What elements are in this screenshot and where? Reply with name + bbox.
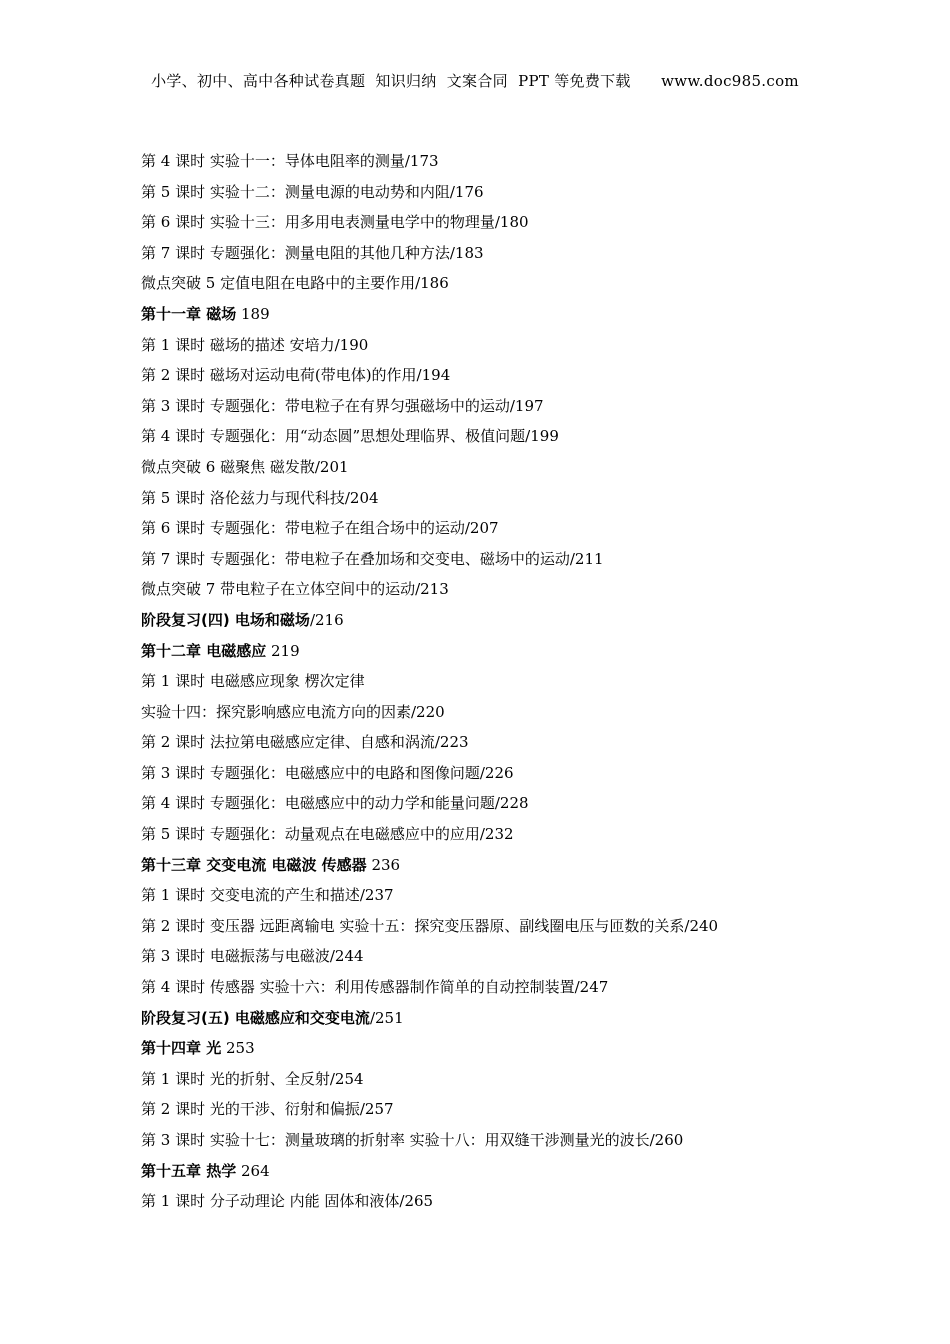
toc-entry <box>141 666 841 697</box>
toc-entry-title: 第十五章 热学 <box>141 1161 237 1180</box>
toc-entry-title: 第 2 课时 磁场对运动电荷(带电体)的作用/194 <box>141 366 451 385</box>
toc-page-number: 236 <box>366 855 401 874</box>
toc-entry <box>141 1094 841 1125</box>
toc-entry-title: 第 2 课时 变压器 远距离输电 实验十五：探究变压器原、副线圈电压与匝数的关系/240 <box>141 916 719 935</box>
toc-entry <box>141 330 841 361</box>
toc-entry <box>141 788 841 819</box>
toc-entry-title: 第 5 课时 专题强化：动量观点在电磁感应中的应用/232 <box>141 825 514 844</box>
toc-entry <box>141 819 841 850</box>
toc-entry-title: 第 4 课时 专题强化：电磁感应中的动力学和能量问题/228 <box>141 794 529 813</box>
toc-chapter-heading <box>141 636 841 667</box>
toc-entry <box>141 238 841 269</box>
toc-entry-title: 第 5 课时 实验十二：测量电源的电动势和内阻/176 <box>141 182 484 201</box>
page-header: 小学、初中、高中各种试卷真题 知识归纳 文案合同 PPT 等免费下载 www.doc985.com <box>151 72 799 90</box>
toc-entry-title: 微点突破 6 磁聚焦 磁发散/201 <box>141 457 349 476</box>
toc-entry <box>141 758 841 789</box>
toc-entry-title: 微点突破 5 定值电阻在电路中的主要作用/186 <box>141 274 449 293</box>
toc-entry-title: 第十四章 光 <box>141 1039 222 1058</box>
toc-entry-title: 第 3 课时 电磁振荡与电磁波/244 <box>141 947 364 966</box>
toc-entry-title: 第十二章 电磁感应 <box>141 641 267 660</box>
toc-entry-title: 第十一章 磁场 <box>141 304 237 323</box>
toc-entry <box>141 727 841 758</box>
toc-page-number: 253 <box>221 1039 255 1058</box>
toc-entry <box>141 268 841 299</box>
toc-entry <box>141 177 841 208</box>
toc-entry <box>141 1064 841 1095</box>
toc-entry-title: 第 4 课时 传感器 实验十六：利用传感器制作简单的自动控制装置/247 <box>141 978 609 997</box>
toc-entry <box>141 421 841 452</box>
toc-entry-title: 第 1 课时 电磁感应现象 楞次定律 <box>141 672 365 691</box>
toc-entry-title: 第 3 课时 专题强化：电磁感应中的电路和图像问题/226 <box>141 763 514 782</box>
toc-page-number: /216 <box>309 610 344 629</box>
toc-entry <box>141 1186 841 1217</box>
toc-entry <box>141 207 841 238</box>
toc-entry-title: 实验十四：探究影响感应电流方向的因素/220 <box>141 702 445 721</box>
toc-entry <box>141 544 841 575</box>
toc-entry <box>141 391 841 422</box>
toc-entry-title: 第 4 课时 实验十一：导体电阻率的测量/173 <box>141 152 439 170</box>
toc-entry <box>141 880 841 911</box>
toc-entry <box>141 146 841 177</box>
toc-entry-title: 第 3 课时 专题强化：带电粒子在有界匀强磁场中的运动/197 <box>141 396 544 415</box>
toc-entry <box>141 452 841 483</box>
toc-entry-title: 阶段复习(四) 电场和磁场 <box>141 610 310 629</box>
toc-entry-title: 微点突破 7 带电粒子在立体空间中的运动/213 <box>141 580 449 599</box>
toc-entry <box>141 1125 841 1156</box>
toc-page-number: 219 <box>266 641 300 660</box>
toc-entry-title: 第十三章 交变电流 电磁波 传感器 <box>141 855 367 874</box>
toc-entry-title: 第 6 课时 实验十三：用多用电表测量电学中的物理量/180 <box>141 213 529 232</box>
toc-page-number: /251 <box>369 1008 404 1027</box>
toc-entry-title: 第 5 课时 洛伦兹力与现代科技/204 <box>141 488 379 507</box>
toc-entry-title: 第 1 课时 交变电流的产生和描述/237 <box>141 886 394 905</box>
toc-entry-title: 第 2 课时 法拉第电磁感应定律、自感和涡流/223 <box>141 733 469 752</box>
toc-entry-title: 第 7 课时 专题强化：带电粒子在叠加场和交变电、磁场中的运动/211 <box>141 549 604 568</box>
toc-entry <box>141 483 841 514</box>
toc-entry <box>141 360 841 391</box>
toc-entry-title: 第 4 课时 专题强化：用“动态圆”思想处理临界、极值问题/199 <box>141 427 559 446</box>
toc-entry-title: 第 2 课时 光的干涉、衍射和偏振/257 <box>141 1100 394 1119</box>
toc-chapter-heading <box>141 850 841 881</box>
toc-chapter-heading <box>141 1156 841 1187</box>
table-of-contents <box>141 146 841 1217</box>
toc-page-number: 189 <box>236 304 270 323</box>
toc-entry <box>141 697 841 728</box>
toc-entry-title: 第 6 课时 专题强化：带电粒子在组合场中的运动/207 <box>141 519 499 538</box>
toc-entry-title: 第 3 课时 实验十七：测量玻璃的折射率 实验十八：用双缝干涉测量光的波长/260 <box>141 1131 684 1149</box>
toc-chapter-heading <box>141 605 841 636</box>
toc-entry <box>141 911 841 942</box>
toc-entry-title: 第 1 课时 光的折射、全反射/254 <box>141 1069 364 1088</box>
toc-entry-title: 第 1 课时 分子动理论 内能 固体和液体/265 <box>141 1192 434 1211</box>
toc-entry-title: 第 7 课时 专题强化：测量电阻的其他几种方法/183 <box>141 243 484 262</box>
toc-entry-title: 第 1 课时 磁场的描述 安培力/190 <box>141 335 369 354</box>
toc-chapter-heading <box>141 1033 841 1064</box>
toc-entry <box>141 574 841 605</box>
toc-entry <box>141 513 841 544</box>
toc-chapter-heading <box>141 1003 841 1034</box>
toc-entry <box>141 972 841 1003</box>
toc-entry-title: 阶段复习(五) 电磁感应和交变电流 <box>141 1008 370 1027</box>
toc-entry <box>141 941 841 972</box>
toc-page-number: 264 <box>236 1161 270 1180</box>
toc-chapter-heading <box>141 299 841 330</box>
